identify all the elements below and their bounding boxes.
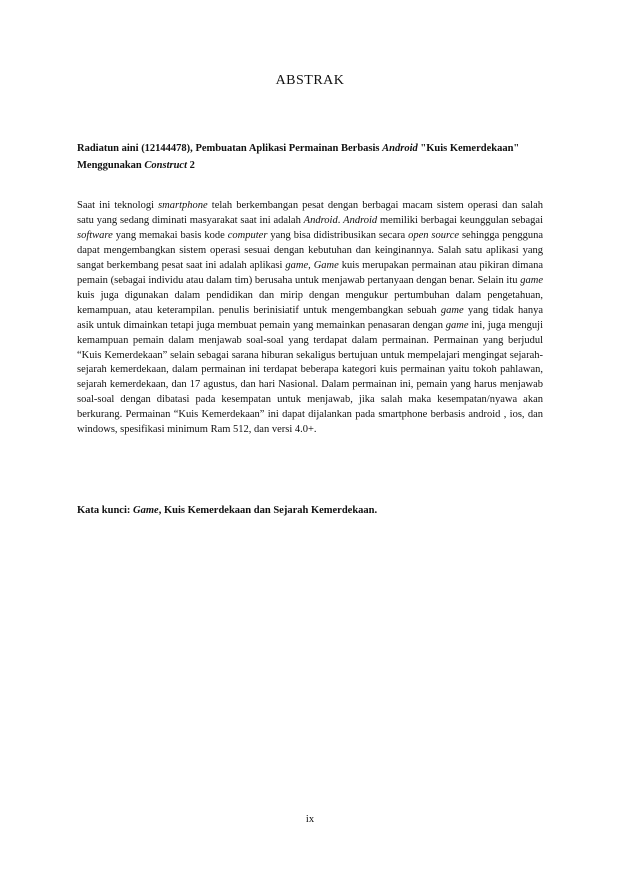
abstract-text: Saat ini teknologi bbox=[77, 200, 154, 211]
thesis-title-italic-android: Android bbox=[382, 143, 418, 154]
thesis-title-part-1: Pembuatan Aplikasi Permainan Berbasis bbox=[195, 143, 380, 154]
abstract-body bbox=[77, 199, 543, 438]
abstract-italic-term: Android bbox=[303, 214, 338, 226]
abstract-italic-term: software bbox=[77, 229, 113, 241]
author-name-id: Radiatun aini (12144478), bbox=[77, 143, 193, 154]
abstract-italic-term: game bbox=[440, 304, 464, 316]
abstract-italic-term: game bbox=[445, 319, 469, 331]
abstract-italic-term: smartphone bbox=[158, 200, 208, 211]
keyword-italic: Game bbox=[133, 505, 159, 516]
abstract-text: memiliki berbagai keunggulan sebagai bbox=[380, 214, 544, 226]
abstract-italic-term: Android bbox=[343, 214, 378, 226]
keywords-list: , Kuis Kemerdekaan dan Sejarah Kemerdekaan. bbox=[158, 505, 378, 516]
thesis-title-italic-construct: Construct bbox=[144, 160, 188, 171]
abstract-text: yang bisa didistribusikan secara bbox=[270, 229, 406, 241]
keywords-label: Kata kunci: bbox=[77, 505, 131, 516]
abstract-text: yang tidak hanya asik untuk dimainkan tetapi juga membuat pemain yang memainkan penasaran dengan bbox=[77, 304, 544, 331]
abstract-text: yang memakai basis kode bbox=[115, 229, 225, 241]
abstract-text: ini, juga menguji kemampuan pemain dalam menjawab soal-soal yang terdapat dalam permainan. Permainan yang berjudul “Kuis Kemerdekaan” selain sebagai sarana hiburan sekaligus bertujuan untuk mempelajari mengingat sejarah-sejarah kemerdekaan, dalam permainan ini terdapat beberapa kategori kuis permainan yaitu tokoh pahlawan, sejarah kemerdekaan, dan 17 agustus, dan hari Nasional. Dalam permainan ini, pemain yang harus menjawab soal-soal dengan dibatasi pada kesempatan untuk menjawab, jika salah maka kesempatan/nyawa akan berkurang. Permainan “Kuis Kemerdekaan” ini dapat dijalankan pada smartphone berbasis android , ios, dan windows, spesifikasi minimum Ram 512, dan versi 4.0+. bbox=[77, 319, 544, 436]
abstract-italic-term: computer bbox=[227, 229, 268, 241]
abstract-text: sehingga pengguna dapat mengembangkan sistem operasi sesuai dengan kebutuhan dan keinginannya. Salah satu aplikasi yang sangat berkembang pesat saat ini adalah aplikasi bbox=[77, 229, 544, 271]
author-title-block bbox=[77, 140, 543, 174]
keywords bbox=[77, 503, 543, 518]
thesis-title-part-3: 2 bbox=[189, 160, 195, 171]
page-title: ABSTRAK bbox=[275, 73, 345, 88]
abstract-italic-term: Game bbox=[313, 259, 339, 271]
abstract-italic-term: open source bbox=[408, 229, 460, 241]
abstract-text: kuis merupakan permainan atau pikiran dimana pemain (sebagai individu atau dalam tim) berusaha untuk menjawab pertanyaan dengan benar. Selain itu bbox=[77, 259, 544, 286]
page-number: ix bbox=[305, 814, 315, 825]
abstract-italic-term: game bbox=[520, 274, 543, 286]
abstract-italic-term: game, bbox=[285, 259, 311, 271]
thesis-title-part-2: "Kuis Kemerdekaan" Menggunakan bbox=[77, 143, 520, 171]
abstract-text: telah berkembangan pesat dengan berbagai macam sistem operasi dan salah satu yang sedang diminati masyarakat saat ini adalah bbox=[77, 200, 544, 226]
abstract-text: . bbox=[337, 214, 341, 226]
abstract-text: kuis juga digunakan dalam pendidikan dan mirip dengan mengukur pertumbuhan dalam pengetahuan, kemampuan, atau keterampilan. penulis berinisiatif untuk mengembangkan sebuah bbox=[77, 289, 543, 316]
